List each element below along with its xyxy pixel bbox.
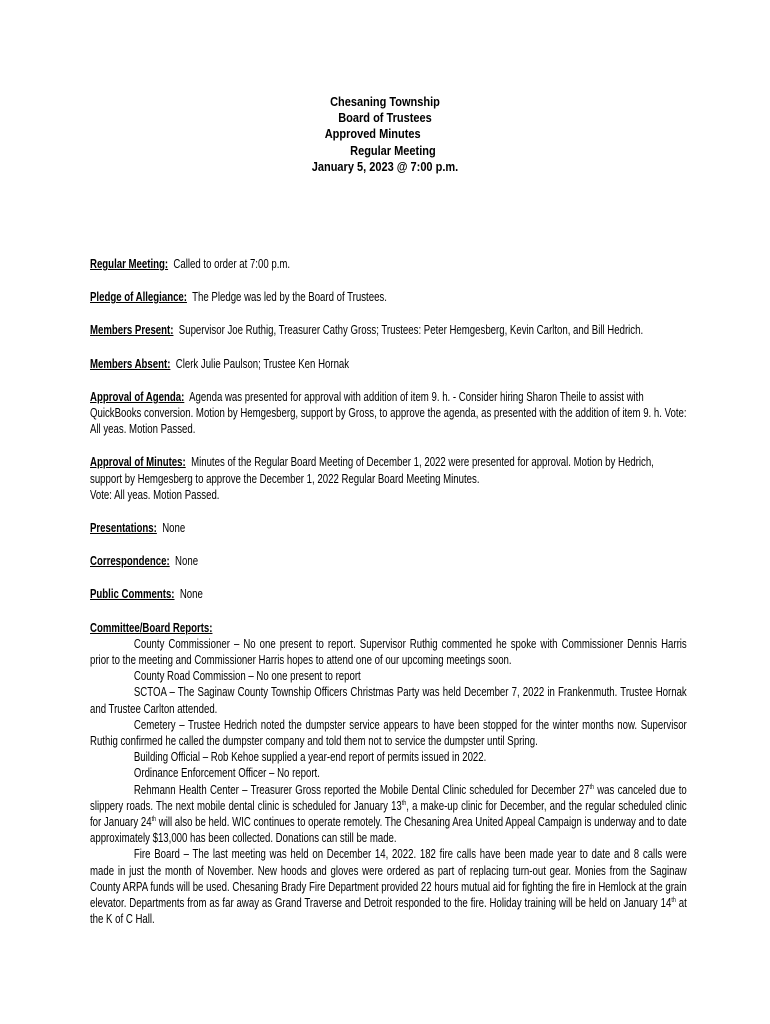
rehmann-text-4: will also be held. WIC continues to operate remotely. The Chesaning Area United Appeal Campaign is underway and to date approximately $13,000 has been collected. Donations can still be made.	[90, 815, 687, 846]
report-county-road: County Road Commission – No one present to report	[133, 669, 361, 684]
report-sctoa: SCTOA – The Saginaw County Township Officers Christmas Party was held December 7, 2022 in Frankenmuth. Trustee Hornak and Trustee Carlton attended.	[90, 685, 687, 716]
document-header	[46, 94, 724, 175]
public-comments-text: None	[179, 587, 203, 602]
approval-minutes-section	[90, 454, 687, 503]
report-county-commissioner: County Commissioner – No one present to report. Supervisor Ruthig commented he spoke with Commissioner Dennis Harris prior to the meeting and Commissioner Harris hopes to attend one of our upcoming meetings soon.	[90, 636, 687, 668]
meeting-date: January 5, 2023 @ 7:00 p.m.	[311, 159, 459, 174]
approval-minutes-text: Minutes of the Regular Board Meeting of December 1, 2022 were presented for approval. Motion by Hedrich, support by Hemgesberg to approve the December 1, 2022 Regular Board Meeting Minutes.	[90, 455, 654, 486]
members-absent-section	[90, 356, 687, 372]
committee-reports-label: Committee/Board Reports:	[90, 620, 213, 635]
members-present-section	[90, 322, 687, 338]
pledge-label: Pledge of Allegiance:	[90, 290, 187, 305]
correspondence-section	[90, 553, 687, 569]
pledge-text: The Pledge was led by the Board of Trustees.	[192, 290, 387, 305]
report-ordinance: Ordinance Enforcement Officer – No report.	[133, 766, 320, 781]
fire-text-2: at the K of C Hall.	[90, 896, 687, 927]
correspondence-text: None	[175, 554, 199, 569]
members-present-text: Supervisor Joe Ruthig, Treasurer Cathy Gross; Trustees: Peter Hemgesberg, Kevin Carlton, and Bill Hedrich.	[178, 323, 644, 338]
regular-meeting-label: Regular Meeting:	[90, 257, 169, 271]
ordinal-suffix: th	[589, 783, 594, 791]
ordinal-suffix: th	[401, 799, 407, 807]
report-rehmann	[90, 782, 687, 847]
approval-minutes-vote: Vote: All yeas. Motion Passed.	[90, 487, 220, 502]
report-fire-board	[90, 846, 687, 927]
regular-meeting-section	[90, 256, 687, 272]
township-name: Chesaning Township	[330, 95, 440, 109]
presentations-section	[90, 520, 687, 536]
members-absent-label: Members Absent:	[90, 356, 171, 371]
meeting-type: Regular Meeting	[350, 143, 436, 158]
approval-minutes-label: Approval of Minutes:	[90, 455, 186, 470]
approval-agenda-section	[90, 389, 687, 438]
correspondence-label: Correspondence:	[90, 554, 170, 569]
committee-reports-section	[90, 620, 687, 636]
document-status: Approved Minutes	[324, 127, 421, 142]
rehmann-text-3: , a make-up clinic for December, and the regular scheduled clinic for January 24	[90, 798, 687, 830]
public-comments-section	[90, 586, 687, 602]
rehmann-text-1: Rehmann Health Center – Treasurer Gross reported the Mobile Dental Clinic scheduled for December 27	[133, 782, 590, 797]
report-building-official: Building Official – Rob Kehoe supplied a year-end report of permits issued in 2022.	[133, 750, 487, 765]
approval-agenda-text: Agenda was presented for approval with addition of item 9. h. - Consider hiring Sharon Theile to assist with QuickBooks conversion. Motion by Hemgesberg, support by Gross, to approve the agenda, as presented with the addition of item 9. h. Vote: All yeas. Motion Passed.	[90, 389, 687, 437]
board-name: Board of Trustees	[338, 111, 432, 126]
regular-meeting-text: Called to order at 7:00 p.m.	[173, 257, 291, 271]
members-present-label: Members Present:	[90, 323, 174, 338]
public-comments-label: Public Comments:	[90, 587, 175, 602]
presentations-text: None	[162, 521, 186, 536]
approval-agenda-label: Approval of Agenda:	[90, 389, 185, 404]
ordinal-suffix: th	[671, 897, 676, 905]
fire-text-1: Fire Board – The last meeting was held on December 14, 2022. 182 fire calls have been made year to date and 8 calls were made in just the month of November. New hoods and gloves were ordered as part of replacing turn-out gear. Monies from the Saginaw County ARPA funds will be used. Chesaning Brady Fire Department provided 22 hours mutual aid for fighting the fire in Hemlock at the grain elevator. Departments from as far away as Grand Traverse and Detroit responded to the fire. Holiday training will be held on January 14	[90, 847, 687, 911]
ordinal-suffix: th	[151, 816, 157, 824]
report-cemetery: Cemetery – Trustee Hedrich noted the dumpster service appears to have been stopped for the winter months now. Supervisor Ruthig confirmed he called the dumpster company and told them not to service the dumpster until Spring.	[90, 717, 687, 749]
minutes-body	[90, 256, 687, 928]
members-absent-text: Clerk Julie Paulson; Trustee Ken Hornak	[175, 356, 350, 371]
presentations-label: Presentations:	[90, 521, 157, 536]
pledge-section	[90, 289, 687, 305]
rehmann-text-2: was canceled due to slippery roads. The next mobile dental clinic is scheduled for January 13	[90, 782, 687, 813]
